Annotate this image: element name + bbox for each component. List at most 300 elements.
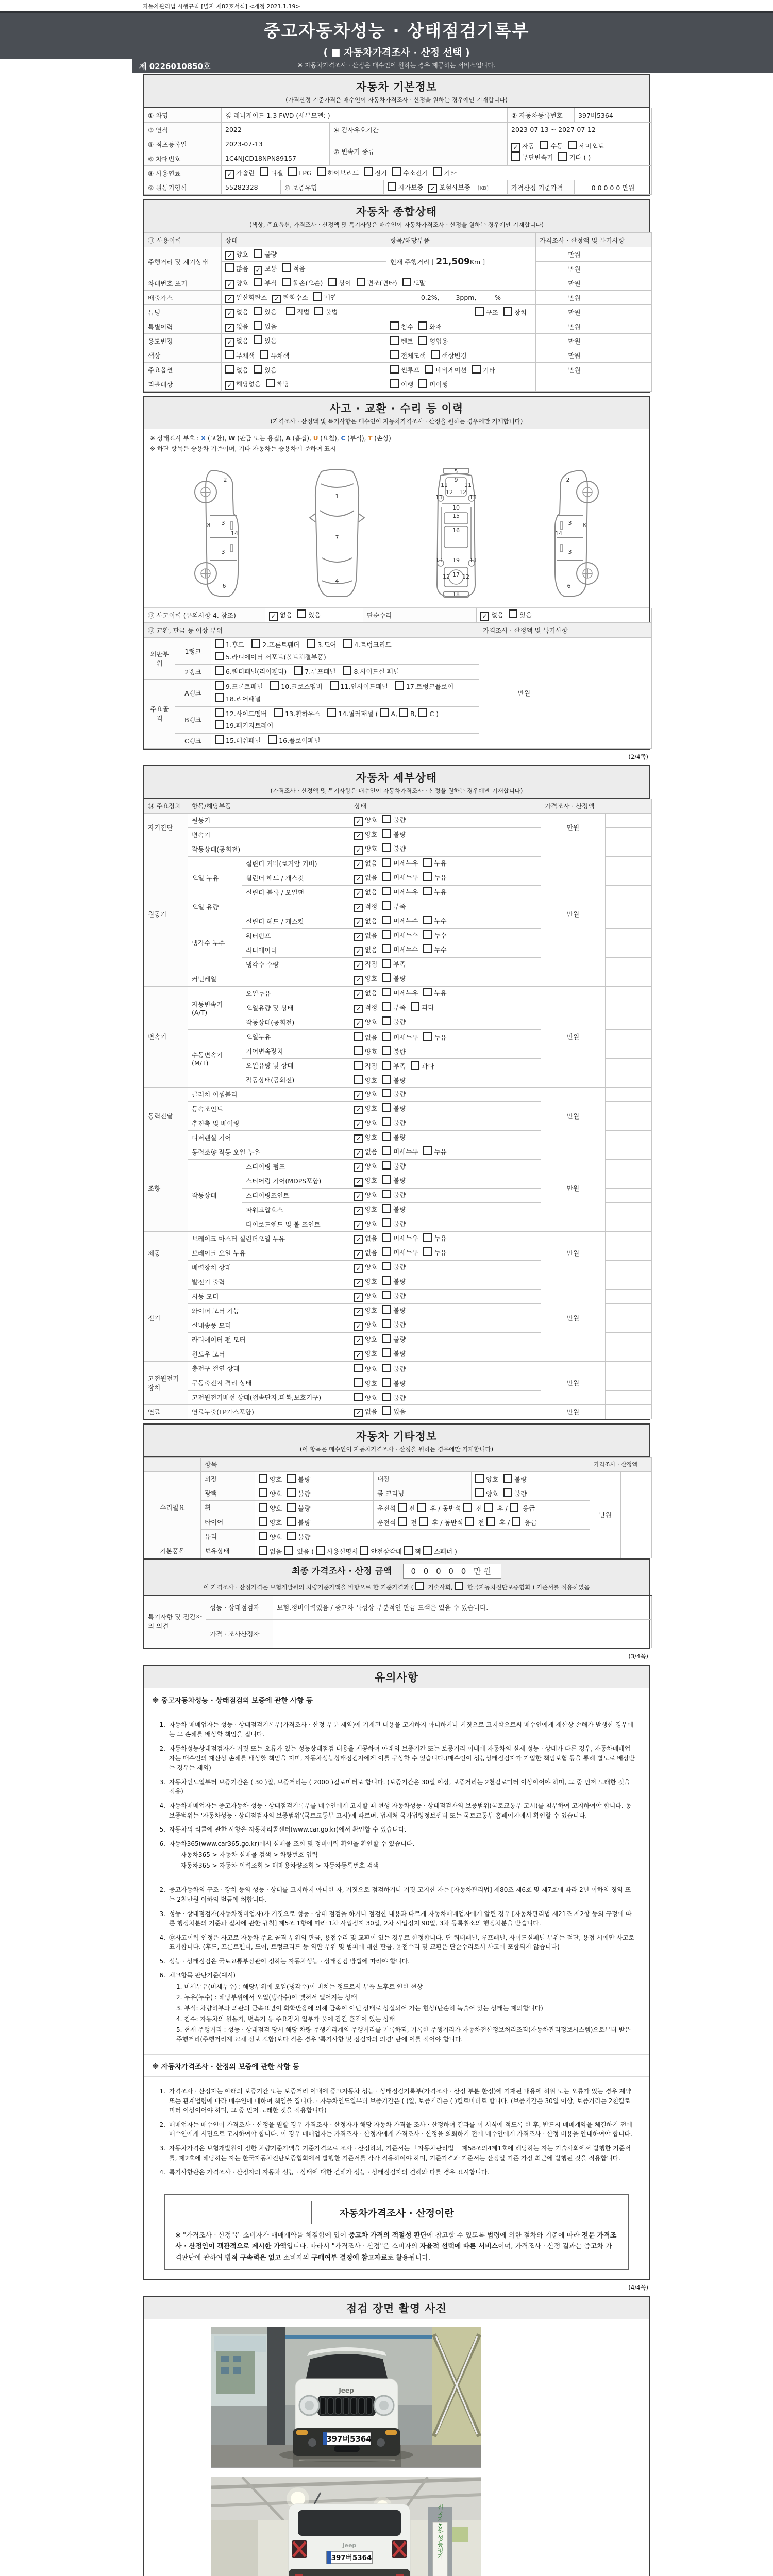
checkbox-icon[interactable] [425, 365, 433, 374]
checkbox-icon[interactable] [307, 639, 315, 648]
checkbox-icon[interactable]: ✓ [354, 832, 363, 840]
checkbox-option[interactable] [354, 858, 377, 869]
checkbox-option[interactable] [423, 988, 446, 997]
checkbox-option[interactable] [382, 1247, 418, 1257]
checkbox-icon[interactable]: ✓ [254, 266, 262, 275]
checkbox-option[interactable] [354, 1032, 377, 1042]
checkbox-option[interactable] [272, 293, 308, 303]
checkbox-icon[interactable]: ✓ [354, 933, 363, 941]
checkbox-icon[interactable] [399, 708, 408, 717]
checkbox-icon[interactable] [423, 1546, 432, 1555]
checkbox-icon[interactable]: ✓ [354, 1106, 363, 1114]
checkbox-icon[interactable] [382, 959, 391, 968]
checkbox-icon[interactable]: ✓ [354, 1005, 363, 1013]
checkbox-icon[interactable] [382, 1406, 391, 1415]
checkbox-icon[interactable] [382, 1305, 391, 1314]
checkbox-icon[interactable] [558, 152, 567, 161]
checkbox-icon[interactable] [423, 944, 432, 953]
checkbox-icon[interactable] [503, 307, 512, 316]
checkbox-option[interactable] [225, 278, 248, 289]
checkbox-icon[interactable] [215, 708, 224, 717]
checkbox-option[interactable] [354, 1262, 377, 1273]
checkbox-icon[interactable] [260, 350, 268, 359]
checkbox-option[interactable] [382, 843, 406, 853]
panel-item[interactable]: 11.인사이드패널 [330, 681, 388, 693]
checkbox-icon[interactable] [395, 681, 404, 690]
checkbox-option[interactable] [354, 1176, 377, 1187]
checkbox-option[interactable] [382, 1161, 406, 1171]
checkbox-icon[interactable] [382, 1348, 391, 1357]
checkbox-icon[interactable]: ✓ [354, 846, 363, 855]
checkbox-icon[interactable] [382, 1146, 391, 1155]
checkbox-icon[interactable] [266, 379, 275, 387]
checkbox-option[interactable] [382, 1002, 406, 1012]
checkbox-option[interactable] [269, 610, 292, 621]
checkbox-icon[interactable] [380, 708, 389, 717]
checkbox-option[interactable] [511, 141, 534, 152]
checkbox-option[interactable] [354, 902, 377, 912]
checkbox-icon[interactable] [382, 1175, 391, 1184]
checkbox-icon[interactable] [254, 335, 262, 344]
checkbox-icon[interactable] [259, 1474, 267, 1483]
checkbox-icon[interactable] [287, 1532, 296, 1540]
checkbox-option[interactable] [503, 1488, 527, 1498]
checkbox-icon[interactable]: ✓ [354, 1264, 363, 1273]
checkbox-icon[interactable] [215, 720, 224, 729]
checkbox-icon[interactable] [215, 652, 224, 660]
checkbox-option[interactable] [297, 609, 321, 619]
checkbox-icon[interactable] [382, 930, 391, 939]
checkbox-icon[interactable] [382, 1233, 391, 1242]
checkbox-option[interactable] [382, 1046, 406, 1056]
panel-item[interactable]: 1.후드 [215, 639, 244, 651]
checkbox-icon[interactable] [503, 1488, 512, 1497]
checkbox-icon[interactable] [382, 1132, 391, 1141]
checkbox-option[interactable] [503, 1474, 527, 1484]
checkbox-option[interactable] [382, 1016, 406, 1026]
checkbox-icon[interactable] [354, 1378, 363, 1387]
checkbox-icon[interactable] [512, 1517, 520, 1526]
checkbox-icon[interactable] [354, 1393, 363, 1401]
checkbox-icon[interactable]: ✓ [354, 1149, 363, 1158]
checkbox-icon[interactable]: ✓ [225, 170, 234, 179]
panel-item[interactable]: 13.휠하우스 [274, 708, 320, 720]
checkbox-icon[interactable]: ✓ [354, 1351, 363, 1360]
checkbox-option[interactable] [382, 1075, 406, 1085]
checkbox-option[interactable] [423, 916, 446, 925]
checkbox-option[interactable] [382, 901, 406, 911]
checkbox-option[interactable] [382, 988, 418, 997]
checkbox-option[interactable] [382, 1175, 406, 1185]
checkbox-option[interactable] [382, 1305, 406, 1315]
panel-item[interactable]: 5.라디에이터 서포트(볼트체결부품) [215, 651, 326, 664]
checkbox-option[interactable] [423, 930, 446, 940]
checkbox-option[interactable] [382, 1103, 406, 1113]
checkbox-option[interactable] [423, 1146, 446, 1156]
checkbox-option[interactable] [382, 1117, 406, 1127]
checkbox-option[interactable] [354, 1219, 377, 1230]
checkbox-icon[interactable] [254, 365, 262, 374]
checkbox-icon[interactable]: ✓ [354, 1336, 363, 1345]
checkbox-icon[interactable] [354, 1046, 363, 1055]
checkbox-icon[interactable] [282, 278, 291, 286]
checkbox-option[interactable] [382, 959, 406, 969]
checkbox-icon[interactable] [382, 1393, 391, 1401]
checkbox-option[interactable] [254, 307, 277, 316]
checkbox-icon[interactable] [472, 365, 481, 374]
checkbox-icon[interactable] [282, 263, 291, 272]
checkbox-icon[interactable] [423, 916, 432, 924]
checkbox-icon[interactable] [215, 639, 224, 648]
checkbox-icon[interactable] [382, 1161, 391, 1170]
checkbox-option[interactable] [354, 1017, 377, 1028]
checkbox-icon[interactable]: ✓ [272, 295, 281, 303]
checkbox-icon[interactable] [327, 708, 336, 717]
checkbox-option[interactable] [260, 350, 289, 360]
checkbox-icon[interactable] [382, 1061, 391, 1070]
checkbox-icon[interactable] [419, 1517, 428, 1526]
checkbox-icon[interactable]: ✓ [354, 1235, 363, 1244]
checkbox-icon[interactable]: ✓ [354, 918, 363, 927]
checkbox-option[interactable] [354, 1320, 377, 1331]
checkbox-icon[interactable]: ✓ [354, 1279, 363, 1287]
checkbox-option[interactable] [254, 249, 277, 259]
checkbox-icon[interactable] [270, 681, 279, 690]
checkbox-option[interactable] [475, 307, 498, 317]
checkbox-icon[interactable] [274, 708, 283, 717]
checkbox-option[interactable] [254, 365, 277, 375]
checkbox-option[interactable] [254, 264, 277, 275]
checkbox-icon[interactable] [360, 1546, 368, 1555]
checkbox-option[interactable] [287, 1517, 310, 1527]
checkbox-icon[interactable] [287, 1503, 296, 1512]
checkbox-option[interactable] [254, 278, 277, 287]
checkbox-icon[interactable] [388, 182, 396, 191]
checkbox-option[interactable] [382, 1291, 406, 1300]
checkbox-icon[interactable] [382, 1117, 391, 1126]
checkbox-option[interactable] [354, 916, 377, 927]
checkbox-icon[interactable]: ✓ [225, 324, 234, 332]
checkbox-option[interactable] [418, 379, 448, 389]
checkbox-icon[interactable] [433, 167, 442, 176]
checkbox-icon[interactable] [382, 1334, 391, 1343]
checkbox-option[interactable] [354, 1277, 377, 1287]
checkbox-option[interactable] [266, 379, 289, 388]
checkbox-option[interactable] [354, 1061, 377, 1071]
checkbox-icon[interactable]: ✓ [225, 251, 234, 260]
checkbox-icon[interactable] [511, 152, 520, 161]
checkbox-option[interactable] [354, 1190, 377, 1201]
checkbox-option[interactable] [287, 1474, 310, 1484]
checkbox-icon[interactable] [382, 916, 391, 924]
checkbox-icon[interactable] [294, 666, 303, 675]
checkbox-icon[interactable]: ✓ [354, 817, 363, 826]
checkbox-icon[interactable] [415, 1582, 424, 1590]
checkbox-option[interactable] [354, 1378, 377, 1388]
checkbox-option[interactable] [225, 293, 267, 303]
checkbox-option[interactable] [423, 944, 446, 954]
checkbox-option[interactable] [418, 321, 442, 331]
checkbox-option[interactable] [354, 974, 377, 985]
checkbox-icon[interactable]: ✓ [354, 875, 363, 884]
checkbox-icon[interactable] [423, 988, 432, 996]
checkbox-option[interactable] [402, 278, 426, 287]
checkbox-icon[interactable] [382, 1190, 391, 1198]
checkbox-option[interactable] [286, 307, 309, 316]
checkbox-icon[interactable] [382, 901, 391, 910]
checkbox-option[interactable] [423, 1032, 446, 1042]
checkbox-option[interactable] [354, 1046, 377, 1056]
checkbox-option[interactable] [259, 1488, 282, 1498]
checkbox-icon[interactable]: ✓ [511, 143, 520, 152]
checkbox-option[interactable] [328, 278, 351, 287]
checkbox-icon[interactable] [354, 1075, 363, 1084]
checkbox-icon[interactable]: ✓ [354, 1019, 363, 1028]
checkbox-icon[interactable] [330, 681, 339, 690]
checkbox-icon[interactable] [382, 843, 391, 852]
checkbox-icon[interactable] [382, 1378, 391, 1387]
checkbox-icon[interactable] [382, 1002, 391, 1011]
checkbox-option[interactable] [503, 307, 527, 317]
checkbox-icon[interactable]: ✓ [354, 1250, 363, 1259]
checkbox-option[interactable] [354, 930, 377, 941]
checkbox-icon[interactable] [268, 735, 277, 744]
checkbox-option[interactable] [382, 829, 406, 839]
checkbox-icon[interactable]: ✓ [354, 1134, 363, 1143]
checkbox-icon[interactable] [503, 1474, 512, 1483]
checkbox-icon[interactable] [423, 930, 432, 939]
checkbox-icon[interactable] [382, 1319, 391, 1328]
checkbox-icon[interactable] [382, 1276, 391, 1285]
panel-item[interactable]: 15.대쉬패널 [215, 735, 261, 747]
checkbox-option[interactable] [225, 350, 255, 360]
checkbox-option[interactable] [382, 1190, 406, 1199]
checkbox-option[interactable] [480, 610, 503, 621]
checkbox-option[interactable] [364, 167, 387, 177]
checkbox-icon[interactable] [475, 1488, 484, 1497]
checkbox-option[interactable] [540, 141, 563, 150]
checkbox-icon[interactable] [423, 1233, 432, 1242]
checkbox-icon[interactable]: ✓ [354, 1091, 363, 1100]
checkbox-option[interactable] [390, 379, 413, 389]
checkbox-icon[interactable] [251, 639, 260, 648]
checkbox-option[interactable] [254, 335, 277, 345]
checkbox-option[interactable] [225, 379, 261, 390]
checkbox-icon[interactable] [404, 1546, 413, 1555]
checkbox-icon[interactable] [284, 1546, 293, 1555]
checkbox-option[interactable] [354, 1364, 377, 1374]
checkbox-icon[interactable]: ✓ [354, 1207, 363, 1215]
checkbox-option[interactable] [382, 815, 406, 824]
checkbox-option[interactable] [390, 350, 426, 360]
checkbox-icon[interactable]: ✓ [354, 1308, 363, 1316]
checkbox-option[interactable] [354, 844, 377, 855]
checkbox-icon[interactable] [313, 292, 322, 301]
checkbox-icon[interactable] [402, 278, 411, 286]
checkbox-option[interactable] [382, 872, 418, 882]
checkbox-icon[interactable] [418, 336, 427, 345]
checkbox-option[interactable] [288, 167, 311, 177]
checkbox-icon[interactable] [287, 1517, 296, 1526]
checkbox-icon[interactable] [382, 815, 391, 823]
checkbox-icon[interactable]: ✓ [354, 961, 363, 970]
checkbox-option[interactable] [259, 1517, 282, 1527]
checkbox-option[interactable] [382, 1233, 418, 1243]
checkbox-icon[interactable] [540, 141, 548, 149]
checkbox-icon[interactable] [287, 1488, 296, 1497]
checkbox-icon[interactable] [510, 1503, 518, 1512]
checkbox-option[interactable] [428, 182, 470, 193]
checkbox-icon[interactable] [431, 350, 440, 359]
checkbox-icon[interactable] [316, 1546, 325, 1555]
checkbox-option[interactable] [388, 182, 423, 192]
checkbox-icon[interactable] [382, 1075, 391, 1084]
checkbox-icon[interactable] [486, 1517, 495, 1526]
checkbox-icon[interactable] [225, 365, 234, 374]
checkbox-option[interactable] [225, 365, 248, 375]
checkbox-icon[interactable] [475, 307, 484, 316]
checkbox-icon[interactable]: ✓ [354, 1192, 363, 1201]
checkbox-option[interactable] [382, 1132, 406, 1142]
checkbox-option[interactable] [354, 1161, 377, 1172]
checkbox-option[interactable] [225, 321, 248, 332]
panel-item[interactable]: 10.크로스멤버 [270, 681, 322, 693]
checkbox-option[interactable] [254, 321, 277, 331]
panel-item[interactable]: 9.프론트패널 [215, 681, 263, 693]
checkbox-option[interactable] [382, 858, 418, 868]
checkbox-icon[interactable]: ✓ [225, 338, 234, 347]
checkbox-option[interactable] [382, 1334, 406, 1344]
checkbox-option[interactable] [390, 336, 413, 346]
checkbox-option[interactable] [354, 873, 377, 884]
checkbox-option[interactable] [472, 365, 495, 375]
checkbox-icon[interactable] [317, 167, 326, 176]
checkbox-icon[interactable] [260, 167, 268, 176]
checkbox-icon[interactable] [382, 1364, 391, 1372]
checkbox-icon[interactable]: ✓ [225, 309, 234, 318]
checkbox-icon[interactable] [382, 1089, 391, 1097]
checkbox-icon[interactable]: ✓ [354, 1120, 363, 1129]
checkbox-icon[interactable]: ✓ [354, 1163, 363, 1172]
checkbox-option[interactable] [382, 1061, 406, 1071]
checkbox-icon[interactable]: ✓ [354, 976, 363, 985]
checkbox-icon[interactable] [382, 1046, 391, 1055]
checkbox-icon[interactable] [259, 1517, 267, 1526]
checkbox-option[interactable] [354, 1003, 377, 1013]
checkbox-option[interactable] [354, 945, 377, 956]
checkbox-option[interactable] [317, 167, 359, 177]
checkbox-icon[interactable] [287, 1474, 296, 1483]
checkbox-icon[interactable] [215, 735, 224, 744]
checkbox-icon[interactable]: ✓ [354, 947, 363, 956]
checkbox-icon[interactable] [423, 887, 432, 895]
checkbox-icon[interactable] [364, 167, 373, 176]
checkbox-icon[interactable] [423, 858, 432, 867]
checkbox-icon[interactable]: ✓ [480, 612, 489, 621]
checkbox-icon[interactable] [484, 1503, 493, 1512]
checkbox-option[interactable] [259, 1474, 282, 1484]
checkbox-option[interactable] [511, 152, 553, 162]
checkbox-icon[interactable] [382, 1291, 391, 1299]
checkbox-option[interactable] [382, 1262, 406, 1272]
checkbox-icon[interactable] [382, 973, 391, 982]
checkbox-icon[interactable] [288, 167, 297, 176]
checkbox-icon[interactable] [314, 307, 323, 315]
checkbox-option[interactable] [509, 609, 532, 619]
checkbox-icon[interactable] [286, 307, 295, 315]
checkbox-icon[interactable] [259, 1488, 267, 1497]
checkbox-option[interactable] [354, 1248, 377, 1259]
checkbox-icon[interactable] [328, 278, 337, 286]
checkbox-option[interactable] [423, 887, 446, 896]
panel-item[interactable]: 2.프론트휀더 [251, 639, 299, 651]
checkbox-option[interactable] [382, 1276, 406, 1286]
checkbox-icon[interactable] [354, 1364, 363, 1372]
panel-item[interactable]: 18.리어패널 [215, 693, 261, 705]
checkbox-option[interactable] [568, 141, 603, 150]
checkbox-option[interactable] [354, 1089, 377, 1100]
checkbox-option[interactable] [354, 1205, 377, 1215]
checkbox-icon[interactable] [418, 379, 427, 388]
checkbox-option[interactable] [475, 1488, 498, 1498]
checkbox-icon[interactable] [390, 379, 399, 388]
checkbox-icon[interactable]: ✓ [354, 1293, 363, 1302]
checkbox-icon[interactable] [259, 1532, 267, 1540]
checkbox-icon[interactable] [455, 1582, 463, 1590]
checkbox-option[interactable] [382, 1319, 406, 1329]
checkbox-icon[interactable] [390, 321, 399, 330]
checkbox-icon[interactable]: ✓ [428, 184, 437, 193]
panel-item[interactable]: 4.트렁크리드 [343, 639, 391, 651]
checkbox-icon[interactable] [411, 1061, 419, 1070]
checkbox-option[interactable] [411, 1002, 434, 1012]
checkbox-icon[interactable] [417, 1503, 426, 1512]
checkbox-option[interactable] [354, 1334, 377, 1345]
panel-item[interactable]: 16.플로어패널 [268, 735, 320, 747]
checkbox-option[interactable] [382, 1089, 406, 1098]
checkbox-option[interactable] [357, 278, 397, 287]
checkbox-option[interactable] [354, 1075, 377, 1085]
checkbox-icon[interactable] [254, 278, 262, 286]
checkbox-option[interactable] [354, 815, 377, 826]
checkbox-option[interactable] [354, 1118, 377, 1129]
checkbox-icon[interactable] [423, 872, 432, 881]
checkbox-option[interactable] [313, 292, 337, 302]
checkbox-icon[interactable] [382, 988, 391, 996]
checkbox-option[interactable] [411, 1061, 434, 1071]
checkbox-option[interactable] [382, 1378, 406, 1388]
checkbox-option[interactable] [287, 1532, 310, 1541]
checkbox-option[interactable] [382, 1146, 418, 1156]
checkbox-icon[interactable] [382, 1218, 391, 1227]
checkbox-icon[interactable] [225, 350, 234, 359]
checkbox-option[interactable] [475, 1474, 498, 1484]
checkbox-option[interactable] [282, 263, 305, 273]
checkbox-icon[interactable] [382, 1204, 391, 1213]
checkbox-icon[interactable] [357, 278, 365, 286]
panel-item[interactable]: 17.트렁크플로어 [395, 681, 453, 693]
checkbox-option[interactable] [225, 263, 248, 273]
checkbox-option[interactable] [259, 1503, 282, 1513]
checkbox-icon[interactable] [392, 167, 401, 176]
checkbox-icon[interactable]: ✓ [225, 295, 234, 303]
checkbox-option[interactable] [354, 1104, 377, 1114]
checkbox-icon[interactable]: ✓ [225, 280, 234, 289]
checkbox-option[interactable] [382, 1364, 406, 1374]
checkbox-icon[interactable] [254, 321, 262, 330]
checkbox-option[interactable] [354, 887, 377, 898]
checkbox-icon[interactable]: ✓ [354, 1178, 363, 1187]
